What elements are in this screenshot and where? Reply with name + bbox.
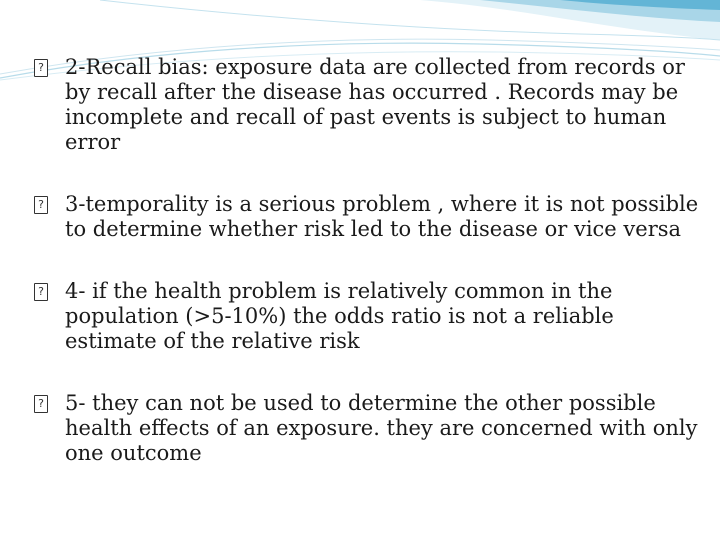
missing-glyph-icon: ? <box>32 59 54 77</box>
bullet-item-odds-ratio <box>32 279 702 354</box>
bullet-item-temporality <box>32 192 702 242</box>
bullet-item-single-outcome <box>32 391 702 466</box>
missing-glyph-icon: ? <box>32 395 54 413</box>
bullet-list <box>32 55 702 466</box>
bullet-text: 2-Recall bias: exposure data are collected from records or by recall after the disease has occurred . Records may be incomplete and recall of past events is subject to human error <box>65 55 685 154</box>
bullet-text: 4- if the health problem is relatively common in the population (>5-10%) the odds ratio is not a reliable estimate of the relative risk <box>65 279 614 353</box>
missing-glyph-icon: ? <box>32 283 54 301</box>
missing-glyph-icon: ? <box>32 196 54 214</box>
bullet-text: 5- they can not be used to determine the other possible health effects of an exposure. they are concerned with only one outcome <box>65 391 698 465</box>
bullet-item-recall-bias <box>32 55 702 155</box>
bullet-text: 3-temporality is a serious problem , where it is not possible to determine whether risk led to the disease or vice versa <box>65 192 699 241</box>
